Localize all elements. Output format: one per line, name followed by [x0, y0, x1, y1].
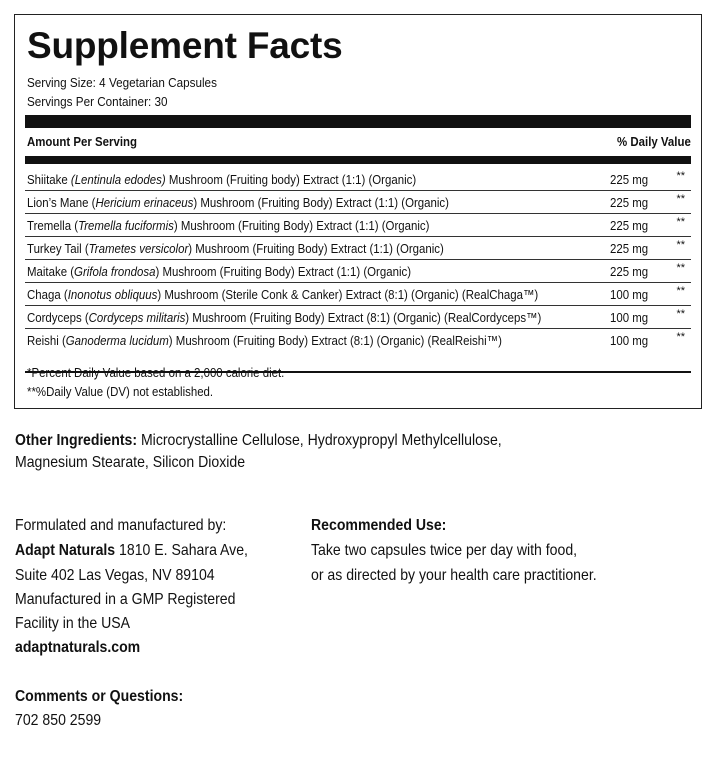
comments-label: Comments or Questions:: [15, 688, 184, 705]
ingredient-dv: **: [676, 308, 685, 320]
ingredient-dv: **: [676, 262, 685, 274]
ingredient-row: [25, 283, 691, 306]
ingredient-amount: 100 mg: [610, 287, 649, 302]
ingredient-dv: **: [676, 170, 685, 182]
panel-title: Supplement Facts: [27, 25, 343, 66]
gmp-line2: Facility in the USA: [15, 615, 131, 632]
ingredient-amount: 100 mg: [610, 310, 649, 325]
recommended-use-label: Recommended Use:: [311, 517, 447, 534]
recommended-use-line1: Take two capsules twice per day with food,: [311, 542, 578, 559]
ingredient-name: Maitake (Grifola frondosa) Mushroom (Fruiting Body) Extract (1:1) (Organic): [27, 264, 412, 279]
ingredient-amount: 225 mg: [610, 172, 649, 187]
servings-per-container: Servings Per Container: 30: [27, 94, 168, 109]
manufacturer-address-line1: Adapt Naturals 1810 E. Sahara Ave,: [15, 542, 248, 559]
medium-divider: [25, 156, 691, 164]
other-ingredients-line2: Magnesium Stearate, Silicon Dioxide: [15, 454, 246, 471]
brand-name: Adapt Naturals: [15, 542, 116, 559]
ingredient-amount: 225 mg: [610, 264, 649, 279]
ingredient-name: Turkey Tail (Trametes versicolor) Mushroom (Fruiting Body) Extract (1:1) (Organic): [27, 241, 444, 256]
other-ingredients-line1: Other Ingredients: Microcrystalline Cellulose, Hydroxypropyl Methylcellulose,: [15, 432, 502, 449]
ingredient-name: Reishi (Ganoderma lucidum) Mushroom (Fruiting Body) Extract (8:1) (Organic) (RealReishi™): [27, 333, 502, 348]
ingredient-name: Lion’s Mane (Hericium erinaceus) Mushroom (Fruiting Body) Extract (1:1) (Organic): [27, 195, 449, 210]
daily-value-header: % Daily Value: [617, 134, 691, 149]
ingredient-row: [25, 306, 691, 329]
ingredient-rows: [25, 168, 691, 352]
ingredient-name: Chaga (Inonotus obliquus) Mushroom (Sterile Conk & Canker) Extract (8:1) (Organic) (RealChaga™): [27, 287, 539, 302]
ingredient-name: Shiitake (Lentinula edodes) Mushroom (Fruiting body) Extract (1:1) (Organic): [27, 172, 417, 187]
ingredient-row: [25, 329, 691, 352]
other-ingredients-label: Other Ingredients:: [15, 432, 138, 449]
footnote-daily-value: *Percent Daily Value based on a 2,000 calorie diet.: [27, 365, 285, 380]
manufacturer-address-line2: Suite 402 Las Vegas, NV 89104: [15, 567, 215, 584]
ingredient-dv: **: [676, 285, 685, 297]
manufacturer-intro: Formulated and manufactured by:: [15, 517, 227, 534]
supplement-facts-panel: [14, 14, 702, 409]
website-link[interactable]: adaptnaturals.com: [15, 639, 141, 656]
ingredient-dv: **: [676, 193, 685, 205]
ingredient-row: [25, 260, 691, 283]
ingredient-dv: **: [676, 239, 685, 251]
ingredient-amount: 225 mg: [610, 241, 649, 256]
ingredient-amount: 225 mg: [610, 195, 649, 210]
ingredient-row: [25, 191, 691, 214]
phone-number[interactable]: 702 850 2599: [15, 712, 102, 729]
gmp-line1: Manufactured in a GMP Registered: [15, 591, 236, 608]
ingredient-dv: **: [676, 216, 685, 228]
ingredient-name: Tremella (Tremella fuciformis) Mushroom (Fruiting Body) Extract (1:1) (Organic): [27, 218, 430, 233]
ingredient-dv: **: [676, 331, 685, 343]
thick-divider: [25, 115, 691, 128]
ingredient-name: Cordyceps (Cordyceps militaris) Mushroom (Fruiting Body) Extract (8:1) (Organic) (RealCordyceps™): [27, 310, 542, 325]
ingredient-row: [25, 168, 691, 191]
ingredient-amount: 100 mg: [610, 333, 649, 348]
amount-per-serving-header: Amount Per Serving: [27, 134, 137, 149]
ingredient-amount: 225 mg: [610, 218, 649, 233]
serving-size: Serving Size: 4 Vegetarian Capsules: [27, 75, 217, 90]
ingredient-row: [25, 237, 691, 260]
ingredient-row: [25, 214, 691, 237]
footnote-not-established: **%Daily Value (DV) not established.: [27, 384, 214, 399]
recommended-use-line2: or as directed by your health care practitioner.: [311, 567, 597, 584]
